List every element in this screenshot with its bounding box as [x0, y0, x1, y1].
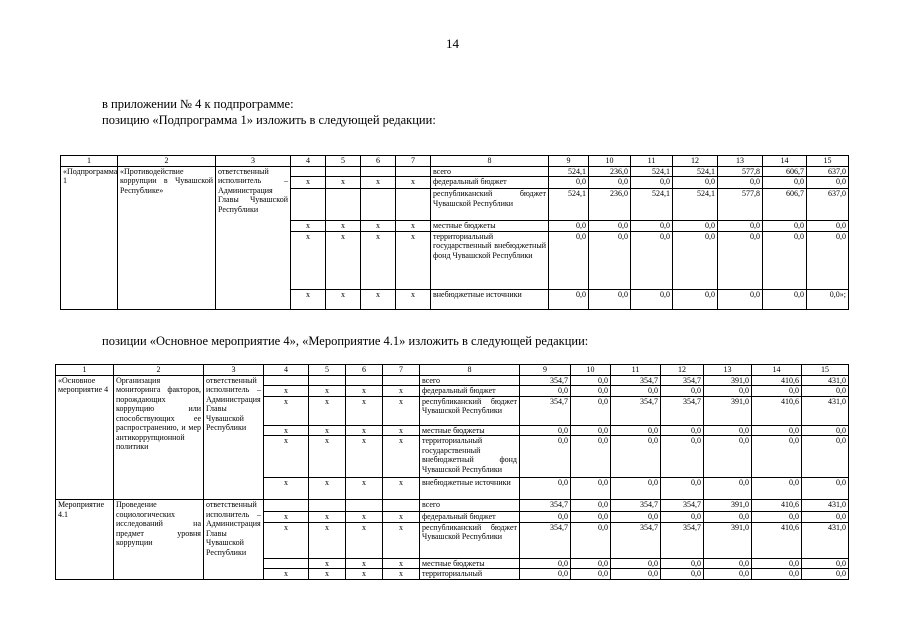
status-cell [56, 396, 114, 425]
value-cell: 524,1 [673, 189, 718, 221]
value-cell: 0,0 [611, 569, 661, 580]
code-cell: x [361, 221, 396, 232]
table-event-4 [55, 364, 849, 580]
header-cell: 4 [264, 365, 309, 376]
code-cell: x [264, 478, 309, 500]
value-cell: 354,7 [611, 500, 661, 512]
code-cell [291, 189, 326, 221]
code-cell [309, 500, 346, 512]
status-cell [56, 569, 114, 580]
header-cell: 12 [673, 156, 718, 167]
code-cell: x [383, 522, 420, 558]
code-cell [264, 375, 309, 386]
value-cell: 391,0 [704, 396, 752, 425]
value-cell: 0,0 [752, 558, 802, 569]
intro-line-3: позиции «Основное мероприятие 4», «Мероприятие 4.1» изложить в следующей редакции: [102, 334, 589, 348]
funding-source-cell: территориальный государственный внебюджетный фонд Чувашской Республики [420, 436, 520, 478]
value-cell: 0,0 [611, 436, 661, 478]
value-cell: 0,0 [704, 386, 752, 397]
code-cell: x [291, 177, 326, 189]
value-cell: 0,0 [718, 221, 763, 232]
code-cell: x [291, 289, 326, 309]
code-cell: x [346, 386, 383, 397]
page-number: 14 [446, 36, 459, 51]
header-cell: 10 [589, 156, 631, 167]
code-cell: x [264, 512, 309, 523]
value-cell: 0,0 [802, 558, 849, 569]
value-cell: 354,7 [611, 375, 661, 386]
funding-source-cell: внебюджетные источники [431, 289, 549, 309]
code-cell: x [264, 436, 309, 478]
value-cell: 0,0 [571, 500, 611, 512]
code-cell: x [383, 512, 420, 523]
funding-source-cell: республиканский бюджет Чувашской Республики [420, 522, 520, 558]
value-cell: 0,0 [718, 231, 763, 289]
value-cell: 431,0 [802, 396, 849, 425]
code-cell: x [383, 478, 420, 500]
value-cell: 0,0 [549, 231, 589, 289]
value-cell: 0,0 [661, 512, 704, 523]
value-cell: 0,0 [802, 436, 849, 478]
code-cell: x [309, 436, 346, 478]
code-cell: x [396, 221, 431, 232]
code-cell: x [309, 425, 346, 436]
value-cell: 0,0 [661, 436, 704, 478]
header-cell: 7 [396, 156, 431, 167]
value-cell: 0,0 [704, 478, 752, 500]
value-cell: 410,6 [752, 396, 802, 425]
table-row [56, 558, 849, 569]
value-cell: 0,0 [611, 425, 661, 436]
code-cell: x [383, 396, 420, 425]
funding-source-cell: всего [420, 500, 520, 512]
table-row [61, 231, 849, 289]
header-cell: 12 [661, 365, 704, 376]
value-cell: 0,0 [571, 425, 611, 436]
value-cell: 0,0 [631, 289, 673, 309]
value-cell: 354,7 [661, 500, 704, 512]
table-row [56, 569, 849, 580]
name-cell [118, 289, 216, 309]
cell-text: ответственный исполнитель – Администрация Главы Чувашской Республики [218, 166, 288, 214]
code-cell: x [346, 522, 383, 558]
value-cell: 431,0 [802, 522, 849, 558]
intro-line-1: в приложении № 4 к подпрограмме: [102, 97, 294, 111]
table-row [61, 166, 849, 177]
executor-cell [204, 558, 264, 569]
value-cell: 0,0 [571, 436, 611, 478]
code-cell: x [383, 436, 420, 478]
value-cell: 0,0 [661, 558, 704, 569]
value-cell: 0,0 [718, 289, 763, 309]
cell-text: Мероприятие 4.1 [58, 500, 105, 519]
code-cell: x [346, 478, 383, 500]
funding-source-cell: всего [431, 166, 549, 177]
value-cell: 0,0 [704, 512, 752, 523]
funding-source-cell: местные бюджеты [420, 425, 520, 436]
code-cell: x [326, 231, 361, 289]
code-cell: x [383, 425, 420, 436]
value-cell: 0,0 [673, 231, 718, 289]
header-cell: 13 [704, 365, 752, 376]
header-row [61, 156, 849, 167]
value-cell: 0,0 [520, 386, 571, 397]
table-row [56, 375, 849, 386]
value-cell: 0,0 [571, 396, 611, 425]
value-cell: 354,7 [661, 396, 704, 425]
executor-cell [204, 436, 264, 478]
code-cell: x [309, 478, 346, 500]
intro-line-2: позицию «Подпрограмма 1» изложить в следующей редакции: [102, 113, 436, 127]
code-cell: x [346, 396, 383, 425]
executor-cell [204, 478, 264, 500]
value-cell: 577,8 [718, 166, 763, 177]
value-cell: 0,0 [611, 512, 661, 523]
value-cell: 524,1 [631, 166, 673, 177]
value-cell: 431,0 [802, 500, 849, 512]
code-cell: x [383, 558, 420, 569]
header-row [56, 365, 849, 376]
code-cell: x [309, 396, 346, 425]
funding-source-cell: республиканский бюджет Чувашской Республики [431, 189, 549, 221]
value-cell: 0,0 [752, 425, 802, 436]
code-cell: x [309, 558, 346, 569]
code-cell: x [326, 221, 361, 232]
executor-cell [216, 221, 291, 232]
value-cell: 0,0 [704, 558, 752, 569]
value-cell: 524,1 [549, 189, 589, 221]
value-cell: 0,0 [631, 177, 673, 189]
status-cell [61, 166, 118, 185]
value-cell: 391,0 [704, 522, 752, 558]
cell-text: ответственный исполнитель – Администрация Главы Чувашской Республики [206, 375, 261, 432]
value-cell: 577,8 [718, 189, 763, 221]
header-cell: 2 [118, 156, 216, 167]
value-cell: 0,0 [631, 221, 673, 232]
code-cell [361, 189, 396, 221]
value-cell: 0,0 [611, 386, 661, 397]
code-cell: x [396, 231, 431, 289]
value-cell: 354,7 [520, 375, 571, 386]
code-cell: x [264, 386, 309, 397]
funding-source-cell: федеральный бюджет [431, 177, 549, 189]
value-cell: 410,6 [752, 500, 802, 512]
name-cell [114, 558, 204, 569]
funding-source-cell: федеральный бюджет [420, 512, 520, 523]
code-cell: x [309, 522, 346, 558]
value-cell: 0,0 [752, 512, 802, 523]
code-cell: x [264, 522, 309, 558]
funding-source-cell: местные бюджеты [420, 558, 520, 569]
cell-text: Организация мониторинга факторов, порождающих коррупцию или способствующих ее распространению, и мер антикоррупционной политики [116, 375, 201, 451]
value-cell: 0,0 [589, 221, 631, 232]
status-cell [56, 436, 114, 478]
code-cell: x [361, 177, 396, 189]
value-cell: 0,0 [589, 289, 631, 309]
value-cell: 0,0»; [807, 289, 849, 309]
header-cell: 11 [631, 156, 673, 167]
header-cell: 2 [114, 365, 204, 376]
header-cell: 5 [326, 156, 361, 167]
value-cell: 0,0 [520, 558, 571, 569]
value-cell: 0,0 [802, 425, 849, 436]
code-cell: x [264, 396, 309, 425]
name-cell [114, 478, 204, 500]
code-cell [326, 166, 361, 177]
status-cell [61, 189, 118, 221]
value-cell: 354,7 [661, 375, 704, 386]
header-cell: 4 [291, 156, 326, 167]
status-cell [61, 289, 118, 309]
value-cell: 236,0 [589, 166, 631, 177]
value-cell: 0,0 [704, 425, 752, 436]
value-cell: 410,6 [752, 375, 802, 386]
value-cell: 0,0 [802, 386, 849, 397]
code-cell: x [346, 425, 383, 436]
cell-text: ответственный исполнитель – Администрация Главы Чувашской Республики [206, 500, 261, 557]
value-cell: 0,0 [802, 569, 849, 580]
status-cell [56, 558, 114, 569]
funding-source-cell: федеральный бюджет [420, 386, 520, 397]
value-cell: 0,0 [631, 231, 673, 289]
header-cell: 14 [752, 365, 802, 376]
header-cell: 6 [361, 156, 396, 167]
funding-source-cell: территориальный [420, 569, 520, 580]
executor-cell [204, 569, 264, 580]
name-cell [114, 500, 204, 547]
code-cell [291, 166, 326, 177]
value-cell: 0,0 [549, 177, 589, 189]
executor-cell [216, 166, 291, 214]
value-cell: 0,0 [661, 478, 704, 500]
value-cell: 0,0 [571, 512, 611, 523]
funding-source-cell: внебюджетные источники [420, 478, 520, 500]
header-cell: 15 [807, 156, 849, 167]
value-cell: 0,0 [802, 478, 849, 500]
header-cell: 3 [204, 365, 264, 376]
value-cell: 0,0 [752, 478, 802, 500]
cell-text: «Противодействие коррупции в Чувашской Республике» [120, 166, 213, 195]
value-cell: 0,0 [763, 289, 807, 309]
value-cell: 391,0 [704, 375, 752, 386]
value-cell: 0,0 [752, 569, 802, 580]
value-cell: 0,0 [571, 522, 611, 558]
code-cell [309, 375, 346, 386]
header-cell: 9 [520, 365, 571, 376]
value-cell: 0,0 [571, 478, 611, 500]
value-cell: 0,0 [673, 177, 718, 189]
value-cell: 606,7 [763, 166, 807, 177]
status-cell [56, 425, 114, 436]
value-cell: 431,0 [802, 375, 849, 386]
code-cell: x [291, 231, 326, 289]
name-cell [118, 221, 216, 232]
code-cell: x [264, 425, 309, 436]
value-cell: 0,0 [661, 386, 704, 397]
value-cell: 354,7 [611, 396, 661, 425]
value-cell: 606,7 [763, 189, 807, 221]
value-cell: 0,0 [571, 558, 611, 569]
value-cell: 0,0 [661, 425, 704, 436]
value-cell: 0,0 [807, 231, 849, 289]
value-cell: 637,0 [807, 166, 849, 177]
value-cell: 0,0 [571, 386, 611, 397]
value-cell: 0,0 [549, 221, 589, 232]
value-cell: 354,7 [661, 522, 704, 558]
code-cell: x [326, 177, 361, 189]
header-cell: 3 [216, 156, 291, 167]
value-cell: 410,6 [752, 522, 802, 558]
value-cell: 524,1 [673, 166, 718, 177]
value-cell: 354,7 [520, 522, 571, 558]
header-cell: 1 [61, 156, 118, 167]
name-cell [114, 569, 204, 580]
table-row [61, 221, 849, 232]
value-cell: 0,0 [661, 569, 704, 580]
code-cell [396, 166, 431, 177]
value-cell: 0,0 [752, 436, 802, 478]
status-cell [56, 478, 114, 500]
name-cell [114, 375, 204, 451]
header-cell: 5 [309, 365, 346, 376]
funding-source-cell: всего [420, 375, 520, 386]
value-cell: 0,0 [807, 177, 849, 189]
value-cell: 0,0 [704, 569, 752, 580]
status-cell [61, 221, 118, 232]
table-subprogram-1 [60, 155, 849, 310]
cell-text: «Подпрограмма 1 [63, 166, 118, 185]
code-cell [361, 166, 396, 177]
table-row [56, 500, 849, 512]
code-cell [326, 189, 361, 221]
value-cell: 0,0 [571, 569, 611, 580]
status-cell [56, 500, 114, 519]
executor-cell [216, 231, 291, 289]
header-cell: 14 [763, 156, 807, 167]
value-cell: 0,0 [611, 558, 661, 569]
code-cell: x [361, 231, 396, 289]
value-cell: 0,0 [520, 569, 571, 580]
header-cell: 6 [346, 365, 383, 376]
code-cell: x [309, 569, 346, 580]
code-cell: x [383, 386, 420, 397]
code-cell [396, 189, 431, 221]
code-cell: x [346, 558, 383, 569]
value-cell: 0,0 [673, 221, 718, 232]
value-cell: 524,1 [549, 166, 589, 177]
executor-cell [204, 500, 264, 557]
header-cell: 9 [549, 156, 589, 167]
value-cell: 0,0 [802, 512, 849, 523]
value-cell: 0,0 [520, 436, 571, 478]
value-cell: 0,0 [752, 386, 802, 397]
value-cell: 0,0 [718, 177, 763, 189]
funding-source-cell: республиканский бюджет Чувашской Республики [420, 396, 520, 425]
code-cell: x [361, 289, 396, 309]
value-cell: 524,1 [631, 189, 673, 221]
code-cell [264, 558, 309, 569]
name-cell [118, 231, 216, 289]
funding-source-cell: территориальный государственный внебюджетный фонд Чувашской Республики [431, 231, 549, 289]
value-cell: 354,7 [520, 396, 571, 425]
status-cell [61, 231, 118, 289]
executor-cell [216, 289, 291, 309]
value-cell: 0,0 [611, 478, 661, 500]
code-cell: x [346, 436, 383, 478]
value-cell: 637,0 [807, 189, 849, 221]
table-row [61, 289, 849, 309]
value-cell: 354,7 [611, 522, 661, 558]
code-cell: x [346, 512, 383, 523]
header-cell: 11 [611, 365, 661, 376]
header-cell: 8 [420, 365, 520, 376]
code-cell: x [346, 569, 383, 580]
code-cell [383, 500, 420, 512]
value-cell: 0,0 [763, 221, 807, 232]
value-cell: 0,0 [589, 177, 631, 189]
code-cell: x [309, 512, 346, 523]
code-cell [383, 375, 420, 386]
value-cell: 0,0 [763, 177, 807, 189]
header-cell: 8 [431, 156, 549, 167]
executor-cell [204, 375, 264, 432]
code-cell: x [326, 289, 361, 309]
cell-text: Проведение социологических исследований на предмет уровня коррупции [116, 500, 201, 547]
value-cell: 0,0 [807, 221, 849, 232]
value-cell: 0,0 [589, 231, 631, 289]
value-cell: 0,0 [763, 231, 807, 289]
code-cell [346, 375, 383, 386]
header-cell: 15 [802, 365, 849, 376]
code-cell [264, 500, 309, 512]
code-cell: x [291, 221, 326, 232]
code-cell [346, 500, 383, 512]
header-cell: 13 [718, 156, 763, 167]
header-cell: 1 [56, 365, 114, 376]
name-cell [118, 166, 216, 195]
header-cell: 7 [383, 365, 420, 376]
value-cell: 0,0 [520, 425, 571, 436]
code-cell: x [383, 569, 420, 580]
code-cell: x [396, 177, 431, 189]
code-cell: x [396, 289, 431, 309]
code-cell: x [309, 386, 346, 397]
code-cell: x [264, 569, 309, 580]
value-cell: 0,0 [704, 436, 752, 478]
cell-text: «Основное мероприятие 4 [58, 375, 109, 394]
header-cell: 10 [571, 365, 611, 376]
value-cell: 354,7 [520, 500, 571, 512]
value-cell: 391,0 [704, 500, 752, 512]
value-cell: 0,0 [520, 478, 571, 500]
value-cell: 236,0 [589, 189, 631, 221]
table-row [56, 478, 849, 500]
value-cell: 0,0 [520, 512, 571, 523]
value-cell: 0,0 [571, 375, 611, 386]
status-cell [56, 375, 114, 394]
value-cell: 0,0 [549, 289, 589, 309]
funding-source-cell: местные бюджеты [431, 221, 549, 232]
status-cell [56, 522, 114, 558]
value-cell: 0,0 [673, 289, 718, 309]
